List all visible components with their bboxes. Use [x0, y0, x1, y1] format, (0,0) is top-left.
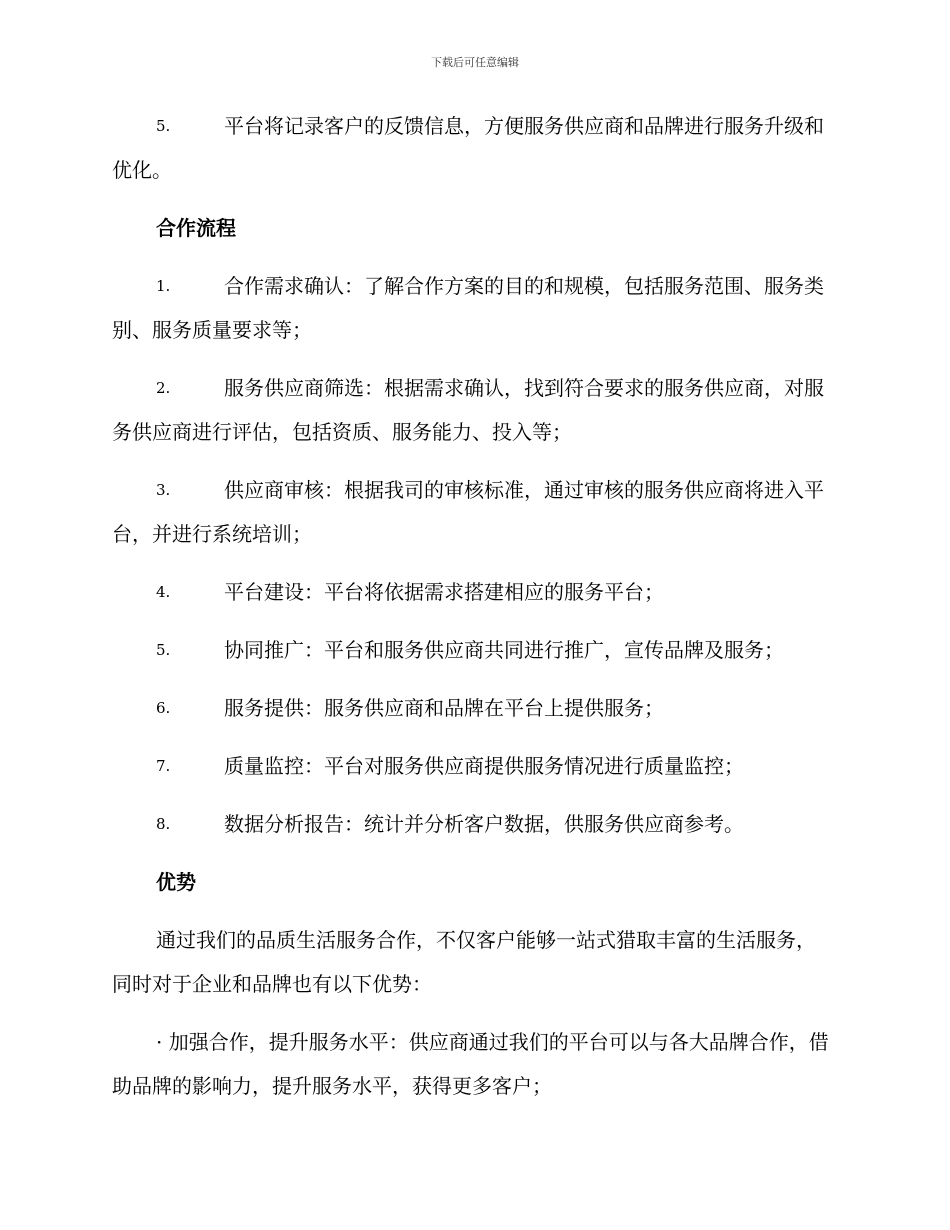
list-text: 质量监控：平台对服务供应商提供服务情况进行质量监控；	[224, 754, 744, 778]
list-item	[112, 686, 834, 730]
list-number: 7.	[156, 757, 171, 775]
bullet-paragraph: · 加强合作，提升服务水平：供应商通过我们的平台可以与各大品牌合作，借助品牌的影响力，提升服务水平，获得更多客户；	[112, 1030, 829, 1098]
list-number: 2.	[156, 379, 171, 397]
list-text: 协同推广：平台和服务供应商共同进行推广，宣传品牌及服务；	[224, 638, 784, 662]
list-number: 1.	[156, 277, 171, 295]
list-text: 平台建设：平台将依据需求搭建相应的服务平台；	[224, 580, 664, 604]
list-text: 服务供应商筛选：根据需求确认，找到符合要求的服务供应商，对服务供应商进行评估，包括资质、服务能力、投入等；	[112, 376, 824, 444]
section-heading-advantages: 优势	[156, 870, 196, 894]
list-text: 供应商审核：根据我司的审核标准，通过审核的服务供应商将进入平台，并进行系统培训；	[112, 478, 824, 546]
intro-paragraph: 通过我们的品质生活服务合作，不仅客户能够一站式猎取丰富的生活服务，同时对于企业和品牌也有以下优势：	[112, 928, 816, 996]
list-text: 合作需求确认：了解合作方案的目的和规模，包括服务范围、服务类别、服务质量要求等；	[112, 274, 824, 342]
list-text: 平台将记录客户的反馈信息，方便服务供应商和品牌进行服务升级和优化。	[112, 114, 824, 182]
list-text: 数据分析报告：统计并分析客户数据，供服务供应商参考。	[224, 812, 744, 836]
list-number: 4.	[156, 583, 171, 601]
list-item	[112, 468, 834, 556]
list-number: 5.	[156, 641, 171, 659]
page-header: 下载后可任意编辑	[431, 56, 519, 69]
list-item	[112, 366, 834, 454]
document-body	[112, 104, 834, 1122]
list-number: 5.	[156, 117, 171, 135]
section-heading-cooperation-process: 合作流程	[156, 216, 236, 240]
list-item	[112, 802, 834, 846]
list-item	[112, 570, 834, 614]
list-item	[112, 628, 834, 672]
list-text: 服务提供：服务供应商和品牌在平台上提供服务；	[224, 696, 664, 720]
list-item	[112, 264, 834, 352]
list-number: 8.	[156, 815, 171, 833]
list-number: 3.	[156, 481, 171, 499]
list-number: 6.	[156, 699, 171, 717]
list-item	[112, 744, 834, 788]
list-item	[112, 104, 834, 192]
